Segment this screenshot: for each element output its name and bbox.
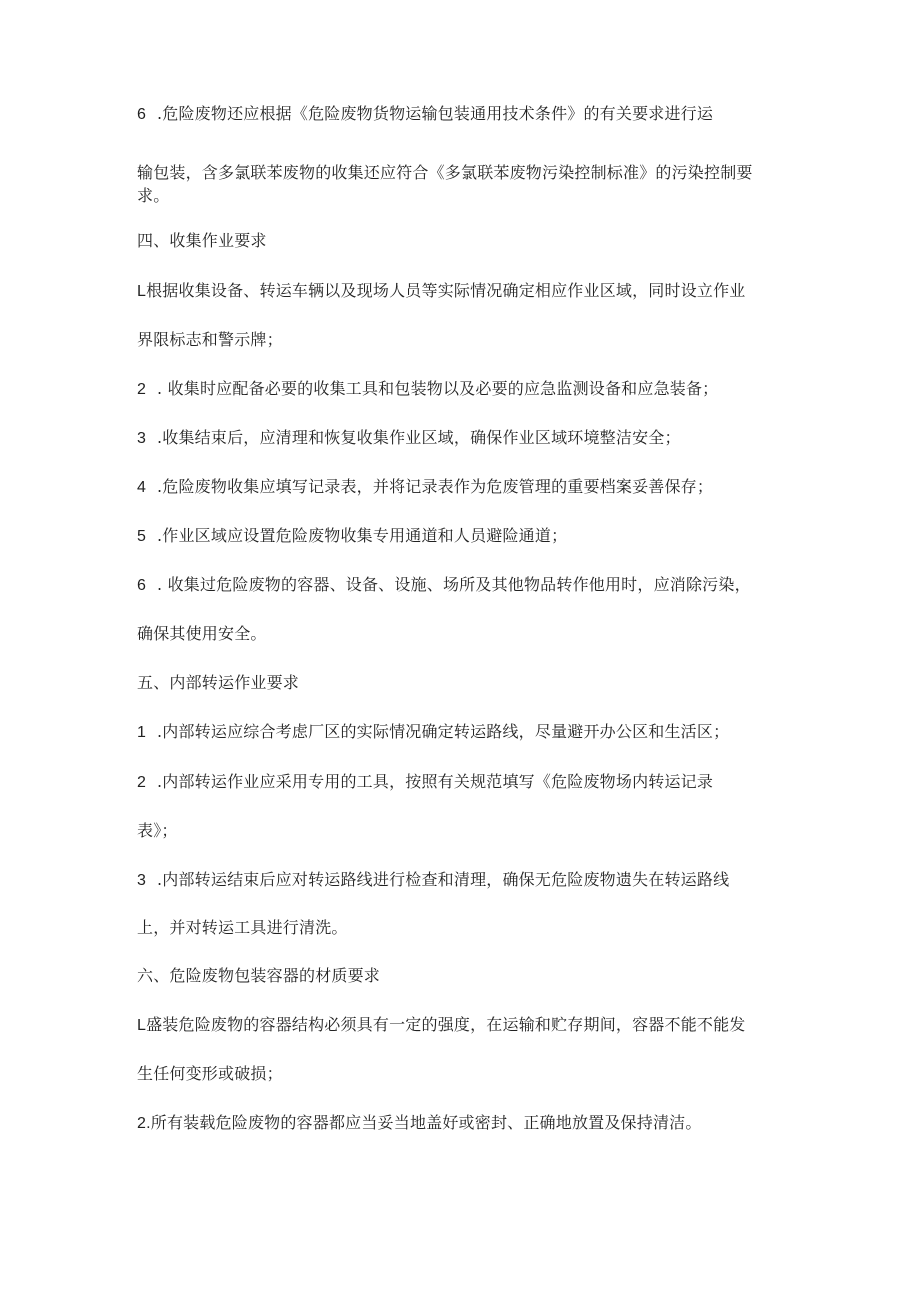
container-item-1-line-1 <box>137 1015 746 1036</box>
item-marker: 2. <box>137 1115 151 1132</box>
item-number: 2 <box>137 774 147 791</box>
transfer-item-3-line-1 <box>137 870 729 891</box>
line-text: 生任何变形或破损； <box>137 1064 283 1083</box>
line-text: . 收集过危险废物的容器、设备、设施、场所及其他物品转作他用时，应消除污染， <box>157 575 751 594</box>
transfer-item-3-line-2 <box>137 918 348 938</box>
transfer-item-2-line-2 <box>137 821 178 841</box>
item-number: 3 <box>137 430 147 447</box>
line-text: 界限标志和警示牌； <box>137 330 283 349</box>
line-text: .内部转运应综合考虑厂区的实际情况确定转运路线，尽量避开办公区和生活区； <box>157 722 730 741</box>
item-number: 6 <box>137 106 147 123</box>
item-1-line-2 <box>137 330 283 350</box>
line-text: 确保其使用安全。 <box>137 624 267 643</box>
line-text: .内部转运结束后应对转运路线进行检查和清理，确保无危险废物遗失在转运路线 <box>157 870 730 889</box>
container-item-1-line-2 <box>137 1064 283 1084</box>
line-text: 输包装，含多氯联苯废物的收集还应符合《多氯联苯废物污染控制标准》的污染控制要 <box>137 163 753 182</box>
line-text: .收集结束后，应清理和恢复收集作业区域，确保作业区域环境整洁安全； <box>157 428 681 447</box>
line-text: .作业区域应设置危险废物收集专用通道和人员避险通道； <box>157 526 568 545</box>
item-4 <box>137 477 713 498</box>
section-heading-6 <box>137 966 380 986</box>
line-text: 盛装危险废物的容器结构必须具有一定的强度，在运输和贮存期间，容器不能不能发 <box>146 1015 746 1034</box>
item-marker: L <box>137 1017 147 1034</box>
item-number: 2 <box>137 381 147 398</box>
item-number: 5 <box>137 528 147 545</box>
section-heading-5 <box>137 673 299 693</box>
item-3 <box>137 428 681 449</box>
paragraph-6-line-2 <box>137 163 753 183</box>
container-item-2 <box>137 1113 702 1134</box>
heading-text: 四、收集作业要求 <box>137 231 267 250</box>
item-number: 6 <box>137 577 147 594</box>
item-marker: L <box>137 283 147 300</box>
heading-text: 六、危险废物包装容器的材质要求 <box>137 966 381 985</box>
paragraph-6-line-1 <box>137 104 713 125</box>
line-text: 上，并对转运工具进行清洗。 <box>137 918 348 937</box>
line-text: 求。 <box>137 186 170 205</box>
section-heading-4 <box>137 231 267 251</box>
line-text: 表》； <box>137 821 178 840</box>
item-6-line-2 <box>137 624 267 644</box>
item-6-line-1 <box>137 575 751 596</box>
item-number: 4 <box>137 479 147 496</box>
item-number: 1 <box>137 724 147 741</box>
paragraph-6-line-3 <box>137 186 169 206</box>
item-2 <box>137 379 718 400</box>
transfer-item-1 <box>137 722 729 743</box>
line-text: .危险废物收集应填写记录表，并将记录表作为危废管理的重要档案妥善保存； <box>157 477 714 496</box>
item-5 <box>137 526 567 547</box>
line-text: .危险废物还应根据《危险废物货物运输包装通用技术条件》的有关要求进行运 <box>157 104 714 123</box>
line-text: 所有装载危险废物的容器都应当妥当地盖好或密封、正确地放置及保持清洁。 <box>150 1113 702 1132</box>
line-text: . 收集时应配备必要的收集工具和包装物以及必要的应急监测设备和应急装备； <box>157 379 719 398</box>
transfer-item-2-line-1 <box>137 772 713 793</box>
line-text: 根据收集设备、转运车辆以及现场人员等实际情况确定相应作业区域，同时设立作业 <box>146 281 746 300</box>
heading-text: 五、内部转运作业要求 <box>137 673 300 692</box>
line-text: .内部转运作业应采用专用的工具，按照有关规范填写《危险废物场内转运记录 <box>157 772 714 791</box>
item-1-line-1 <box>137 281 746 302</box>
item-number: 3 <box>137 872 147 889</box>
